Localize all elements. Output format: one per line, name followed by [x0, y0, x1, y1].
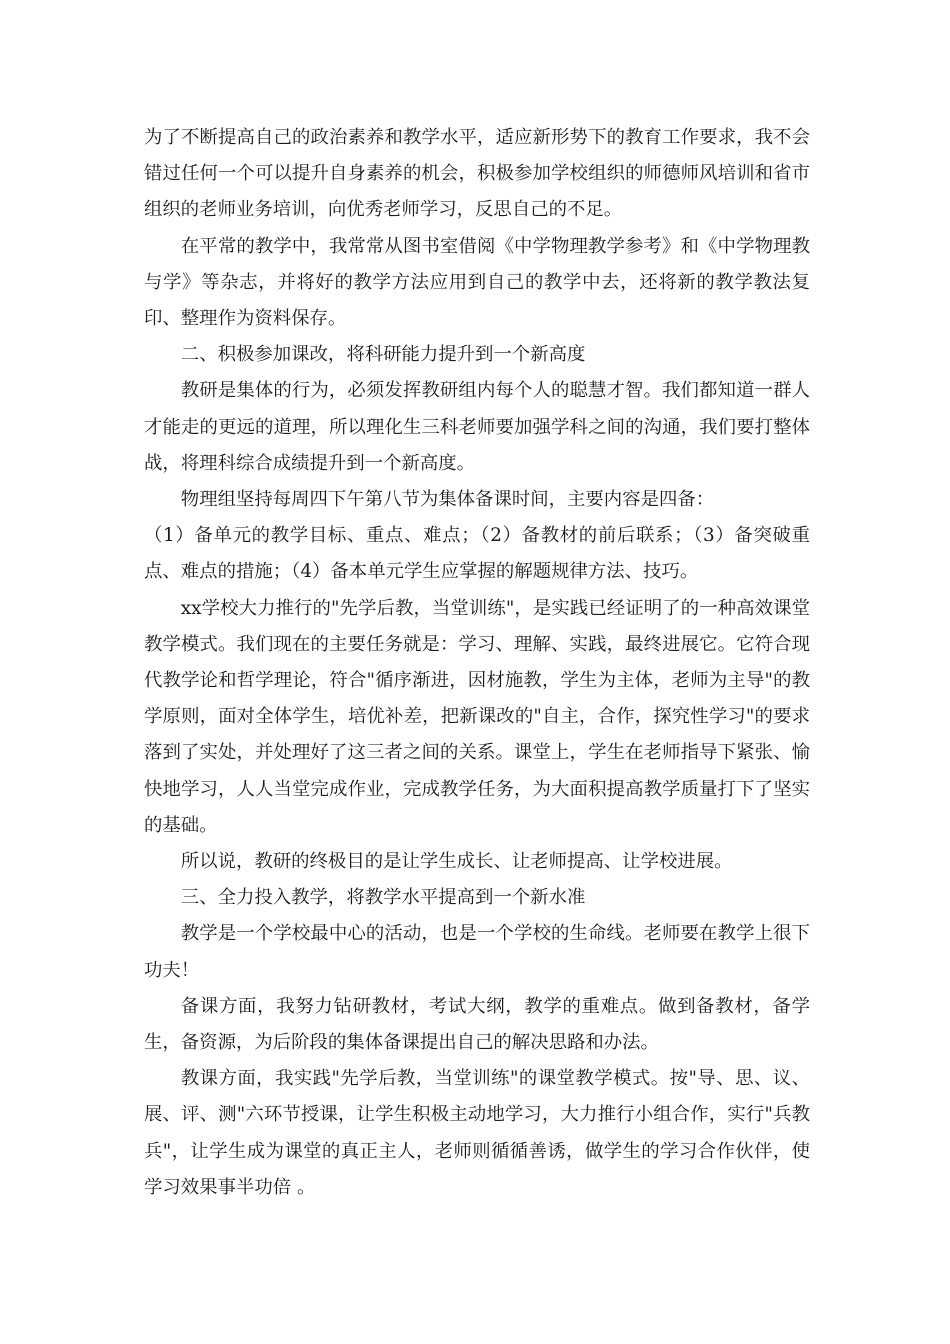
paragraph-5: （1）备单元的教学目标、重点、难点；（2）备教材的前后联系；（3）备突破重点、难点的措施；（4）备本单元学生应掌握的解题规律方法、技巧。	[144, 525, 810, 583]
document-body	[144, 120, 810, 1206]
paragraph-9: 备课方面，我努力钻研教材，考试大纲，教学的重难点。做到备教材，备学生，备资源，为后阶段的集体备课提出自己的解决思路和办法。	[144, 995, 810, 1054]
paragraph-3: 教研是集体的行为，必须发挥教研组内每个人的聪慧才智。我们都知道一群人才能走的更远的道理，所以理化生三科老师要加强学科之间的沟通，我们要打整体战，将理科综合成绩提升到一个新高度。	[144, 380, 810, 474]
paragraph-8: 教学是一个学校最中心的活动，也是一个学校的生命线。老师要在教学上很下功夫！	[144, 923, 810, 981]
paragraph-10: 教课方面，我实践"先学后教，当堂训练"的课堂教学模式。按"导、思、议、展、评、测"六环节授课，让学生积极主动地学习，大力推行小组合作，实行"兵教兵"，让学生成为课堂的真正主人，老师则循循善诱，做学生的学习合作伙伴，使学习效果事半功倍 。	[144, 1068, 810, 1198]
paragraph-6: xx学校大力推行的"先学后教，当堂训练"，是实践已经证明了的一种高效课堂教学模式。我们现在的主要任务就是：学习、理解、实践，最终进展它。它符合现代教学论和哲学理论，符合"循序渐进，因材施教，学生为主体，老师为主导"的教学原则，面对全体学生，培优补差，把新课改的"自主，合作，探究性学习"的要求落到了实处，并处理好了这三者之间的关系。课堂上，学生在老师指导下紧张、愉快地学习，人人当堂完成作业，完成教学任务，为大面积提高教学质量打下了坚实的基础。	[144, 597, 810, 836]
section-heading-2: 二、积极参加课改，将科研能力提升到一个新高度	[180, 344, 586, 366]
section-heading-3: 三、全力投入教学，将教学水平提高到一个新水准	[180, 887, 586, 909]
paragraph-7: 所以说，教研的终极目的是让学生成长、让老师提高、让学校进展。	[180, 851, 733, 873]
paragraph-1: 为了不断提高自己的政治素养和教学水平，适应新形势下的教育工作要求，我不会错过任何一个可以提升自身素养的机会，积极参加学校组织的师德师风培训和省市组织的老师业务培训，向优秀老师学习，反思自己的不足。	[144, 127, 810, 221]
paragraph-4: 物理组坚持每周四下午第八节为集体备课时间，主要内容是四备：	[180, 489, 715, 511]
paragraph-2: 在平常的教学中，我常常从图书室借阅《中学物理教学参考》和《中学物理教与学》等杂志，并将好的教学方法应用到自己的教学中去，还将新的教学教法复印、整理作为资料保存。	[144, 235, 810, 330]
